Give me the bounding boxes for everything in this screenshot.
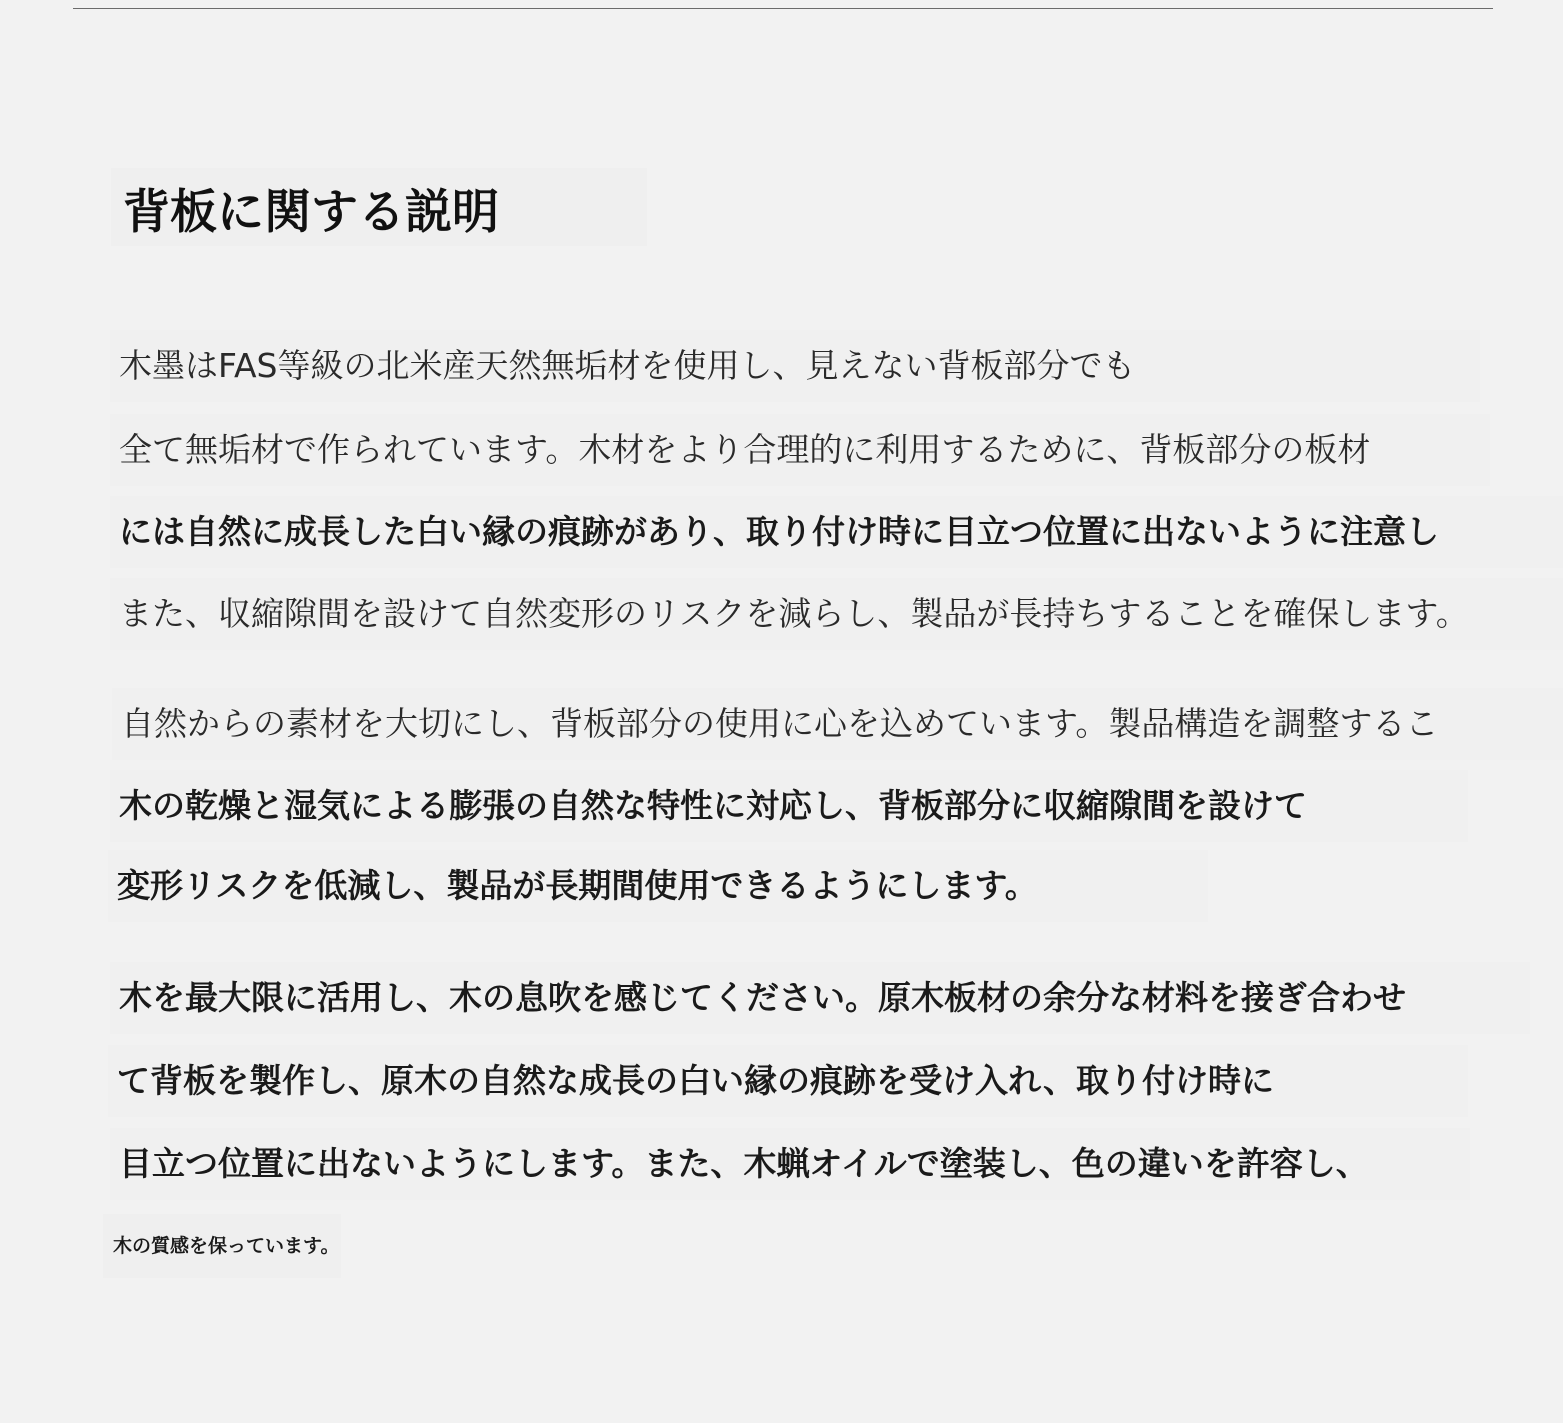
top-divider [73, 8, 1493, 9]
paragraph3-line2: て背板を製作し、原木の自然な成長の白い縁の痕跡を受け入れ、取り付け時に [108, 1045, 1468, 1117]
paragraph2-line3: 変形リスクを低減し、製品が長期間使用できるようにします。 [108, 850, 1208, 922]
paragraph1-line1: 木墨はFAS等級の北米産天然無垢材を使用し、見えない背板部分でも [110, 330, 1480, 402]
paragraph2-line1: 自然からの素材を大切にし、背板部分の使用に心を込めています。製品構造を調整するこ [112, 688, 1563, 760]
page-title: 背板に関する説明 [111, 168, 647, 246]
paragraph1-line3: には自然に成長した白い縁の痕跡があり、取り付け時に目立つ位置に出ないように注意し [110, 496, 1563, 568]
paragraph3-line4: 木の質感を保っています。 [103, 1214, 341, 1278]
paragraph2-line2: 木の乾燥と湿気による膨張の自然な特性に対応し、背板部分に収縮隙間を設けて [110, 770, 1468, 842]
paragraph1-line2: 全て無垢材で作られています。木材をより合理的に利用するために、背板部分の板材 [110, 414, 1490, 486]
paragraph3-line3: 目立つ位置に出ないようにします。また、木蝋オイルで塗装し、色の違いを許容し、 [110, 1128, 1470, 1200]
paragraph1-line4: また、収縮隙間を設けて自然変形のリスクを減らし、製品が長持ちすることを確保します。 [110, 578, 1563, 650]
paragraph3-line1: 木を最大限に活用し、木の息吹を感じてください。原木板材の余分な材料を接ぎ合わせ [110, 962, 1530, 1034]
